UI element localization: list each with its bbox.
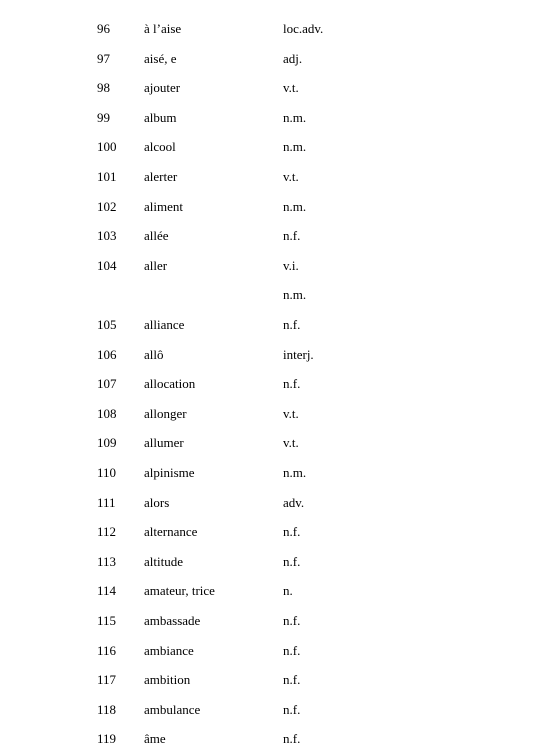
entry-word: ajouter [144, 80, 181, 96]
entry-category: n.f. [283, 376, 301, 392]
table-row [0, 670, 544, 690]
entry-category: n. [283, 583, 293, 599]
entry-category: n.m. [283, 198, 307, 214]
entry-word: alors [144, 494, 170, 510]
entry-number: 105 [97, 317, 117, 332]
table-row [0, 137, 544, 157]
table-row [0, 315, 544, 335]
entry-word: alpinisme [144, 465, 195, 480]
entry-word: à l’aise [144, 21, 182, 36]
entry-number: 107 [97, 376, 117, 392]
table-row [0, 522, 544, 542]
table-row [0, 433, 544, 453]
table-row [0, 108, 544, 128]
entry-word: aller [144, 257, 168, 273]
entry-number: 99 [97, 109, 110, 125]
entry-word: ambition [144, 672, 191, 688]
entry-category: n.m. [283, 139, 307, 155]
entry-number: 109 [97, 435, 117, 451]
entry-category: n.m. [283, 465, 307, 480]
entry-number: 96 [97, 21, 110, 36]
table-row [0, 611, 544, 631]
entry-word: ambiance [144, 642, 194, 658]
entry-number: 100 [97, 139, 117, 155]
entry-category: n.f. [283, 672, 301, 688]
entry-word: aisé, e [144, 50, 177, 66]
entry-number: 106 [97, 346, 117, 362]
entry-category: v.t. [283, 80, 299, 96]
table-row [0, 167, 544, 187]
entry-category: n.f. [283, 317, 301, 332]
entry-word: allocation [144, 376, 196, 392]
entry-category: adv. [283, 494, 305, 510]
entry-number: 111 [97, 494, 116, 510]
table-row [0, 256, 544, 276]
entry-category: n.f. [283, 731, 301, 747]
table-row [0, 463, 544, 483]
entry-category: v.t. [283, 405, 299, 421]
entry-word: alerter [144, 169, 178, 184]
table-row [0, 581, 544, 601]
table-row [0, 374, 544, 394]
table-row [0, 19, 544, 39]
entry-category: loc.adv. [283, 21, 324, 36]
entry-word: allô [144, 346, 164, 362]
entry-category: adj. [283, 50, 303, 66]
table-row [0, 197, 544, 217]
table-row [0, 552, 544, 572]
entry-category: n.f. [283, 642, 301, 658]
entry-number: 114 [97, 583, 117, 599]
entry-word: altitude [144, 553, 183, 569]
entry-category: n.f. [283, 553, 301, 569]
entry-category: n.m. [283, 287, 307, 303]
entry-number: 102 [97, 198, 117, 214]
entry-word: alcool [144, 139, 176, 155]
entry-number: 113 [97, 553, 117, 569]
entry-category: v.t. [283, 435, 299, 451]
table-row [0, 226, 544, 246]
entry-number: 103 [97, 228, 117, 244]
entry-word: alternance [144, 524, 198, 540]
entry-number: 116 [97, 642, 117, 658]
entry-word: amateur, trice [144, 583, 215, 599]
entry-number: 110 [97, 465, 117, 480]
table-row [0, 345, 544, 365]
entry-category: v.i. [283, 257, 299, 273]
entry-number: 117 [97, 672, 117, 688]
entry-number: 108 [97, 405, 117, 421]
entry-category: v.t. [283, 169, 299, 184]
entry-word: album [144, 109, 177, 125]
entry-number: 104 [97, 257, 117, 273]
entry-number: 98 [97, 80, 110, 96]
entry-category: interj. [283, 346, 314, 362]
table-row [0, 285, 544, 305]
table-row [0, 78, 544, 98]
table-row [0, 641, 544, 661]
entry-number: 112 [97, 524, 117, 540]
entry-category: n.m. [283, 109, 307, 125]
table-row [0, 700, 544, 720]
table-row [0, 49, 544, 69]
entry-number: 119 [97, 731, 117, 747]
entry-category: n.f. [283, 613, 301, 628]
entry-word: allonger [144, 405, 187, 421]
entry-category: n.f. [283, 701, 301, 717]
table-row [0, 493, 544, 513]
entry-word: alliance [144, 317, 185, 332]
entry-number: 101 [97, 169, 117, 184]
table-row [0, 729, 544, 749]
table-row [0, 404, 544, 424]
entry-number: 115 [97, 613, 117, 628]
entry-word: allée [144, 228, 169, 244]
entry-word: ambassade [144, 613, 201, 628]
entry-word: âme [144, 731, 166, 747]
entry-word: aliment [144, 198, 183, 214]
entry-number: 118 [97, 701, 117, 717]
entry-category: n.f. [283, 524, 301, 540]
entry-category: n.f. [283, 228, 301, 244]
entry-word: allumer [144, 435, 184, 451]
entry-number: 97 [97, 50, 110, 66]
entry-word: ambulance [144, 701, 201, 717]
